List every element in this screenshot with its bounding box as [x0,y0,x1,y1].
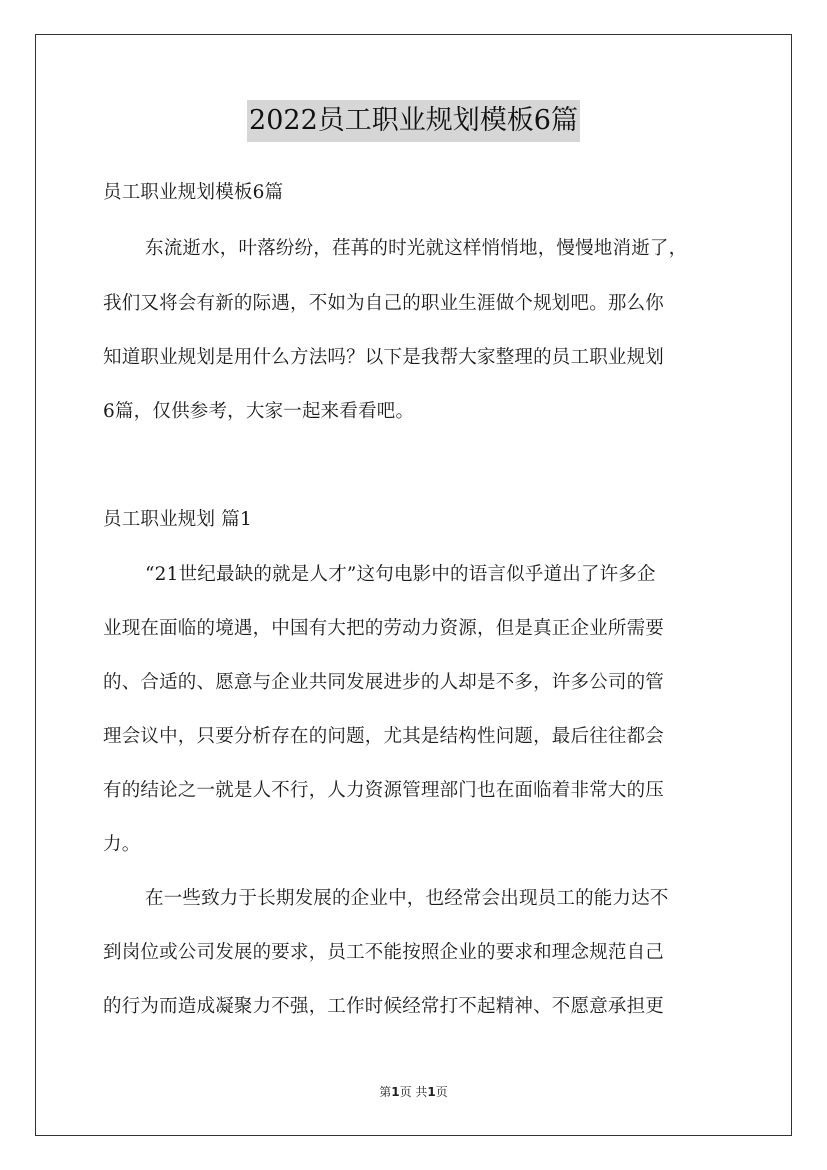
footer-page-total: 1 [427,1085,436,1099]
document-subtitle: 员工职业规划模板6篇 [103,182,284,203]
para2-line-1: 在一些致力于长期发展的企业中，也经常会出现员工的能力达不 [145,888,669,909]
footer-page-prefix: 第 [379,1085,392,1099]
document-title: 2022员工职业规划模板6篇 [247,100,580,142]
intro-line-3: 知道职业规划是用什么方法吗？以下是我帮大家整理的员工职业规划 [103,347,665,368]
page-footer [0,1084,827,1100]
para1-line-2: 业现在面临的境遇，中国有大把的劳动力资源，但是真正企业所需要 [103,618,665,639]
para1-line-6: 力。 [103,834,141,855]
para1-line-3: 的、合适的、愿意与企业共同发展进步的人却是不多，许多公司的管 [103,672,665,693]
footer-page-current: 1 [391,1085,400,1099]
para1-line-4: 理会议中，只要分析存在的问题，尤其是结构性问题，最后往往都会 [103,726,665,747]
intro-line-1: 东流逝水，叶落纷纷，荏苒的时光就这样悄悄地，慢慢地消逝了， [145,238,688,259]
title-container [0,100,827,142]
para2-line-3: 的行为而造成凝聚力不强，工作时候经常打不起精神、不愿意承担更 [103,996,665,1017]
footer-page-mid: 页 共 [399,1085,428,1099]
para1-line-1: “21世纪最缺的就是人才”这句电影中的语言似乎道出了许多企 [145,564,656,585]
para1-line-5: 有的结论之一就是人不行，人力资源管理部门也在面临着非常大的压 [103,780,665,801]
intro-line-4: 6篇，仅供参考，大家一起来看看吧。 [103,401,415,422]
intro-line-2: 我们又将会有新的际遇，不如为自己的职业生涯做个规划吧。那么你 [103,293,665,314]
section-heading: 员工职业规划 篇1 [103,509,252,530]
para2-line-2: 到岗位或公司发展的要求，员工不能按照企业的要求和理念规范自己 [103,942,665,963]
footer-page-suffix: 页 [435,1085,448,1099]
